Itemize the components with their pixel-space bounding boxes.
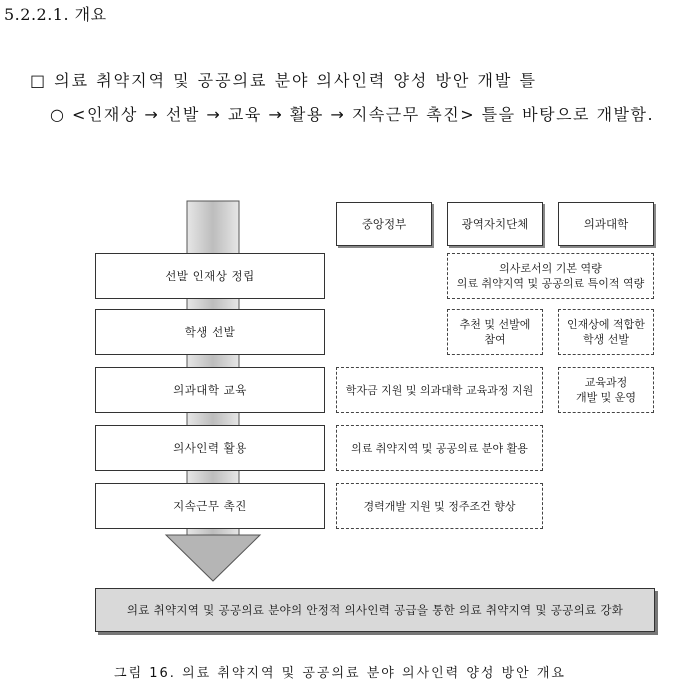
actor-central-government: 중앙정부 [336, 202, 432, 246]
role-selection [558, 309, 654, 355]
role-curriculum-line2: 개발 및 운영 [575, 391, 637, 404]
outcome-box: 의료 취약지역 및 공공의료 분야의 안정적 의사인력 공급을 통한 의료 취약지역 및 공공의료 강화 [95, 588, 655, 632]
step-workforce-utilization: 의사인력 활용 [95, 425, 325, 471]
section-heading: 5.2.2.1. 개요 [4, 5, 107, 24]
role-curriculum-line1: 교육과정 [584, 376, 628, 389]
step-retention-promotion: 지속근무 촉진 [95, 483, 325, 529]
role-recommendation [447, 309, 543, 355]
bullet-circle: ○ <인재상 → 선발 → 교육 → 활용 → 지속근무 촉진> 틀을 바탕으로 개발함. [50, 105, 655, 124]
step-medical-education: 의과대학 교육 [95, 367, 325, 413]
step-student-selection: 학생 선발 [95, 309, 325, 355]
role-competency-line2: 의료 취약지역 및 공공의료 특이적 역량 [456, 277, 645, 290]
role-competency [447, 253, 654, 299]
role-recommendation-line1: 추천 및 선발에 [459, 318, 531, 331]
role-curriculum [558, 367, 654, 413]
figure-caption: 그림 16. 의료 취약지역 및 공공의료 분야 의사인력 양성 방안 개요 [114, 666, 566, 681]
bullet-square: □ 의료 취약지역 및 공공의료 분야 의사인력 양성 방안 개발 틀 [30, 71, 537, 90]
role-recommendation-line2: 참여 [484, 333, 506, 346]
actor-medical-school: 의과대학 [558, 202, 654, 246]
role-tuition-support: 학자금 지원 및 의과대학 교육과정 지원 [336, 367, 543, 413]
actor-provincial-government: 광역자치단체 [447, 202, 543, 246]
role-career-support: 경력개발 지원 및 정주조건 향상 [336, 483, 543, 529]
role-utilization: 의료 취약지역 및 공공의료 분야 활용 [336, 425, 543, 471]
role-competency-line1: 의사로서의 기본 역량 [499, 262, 602, 275]
role-selection-line2: 학생 선발 [582, 333, 629, 346]
role-selection-line1: 인재상에 적합한 [567, 318, 645, 331]
step-talent-profile: 선발 인재상 정립 [95, 253, 325, 299]
